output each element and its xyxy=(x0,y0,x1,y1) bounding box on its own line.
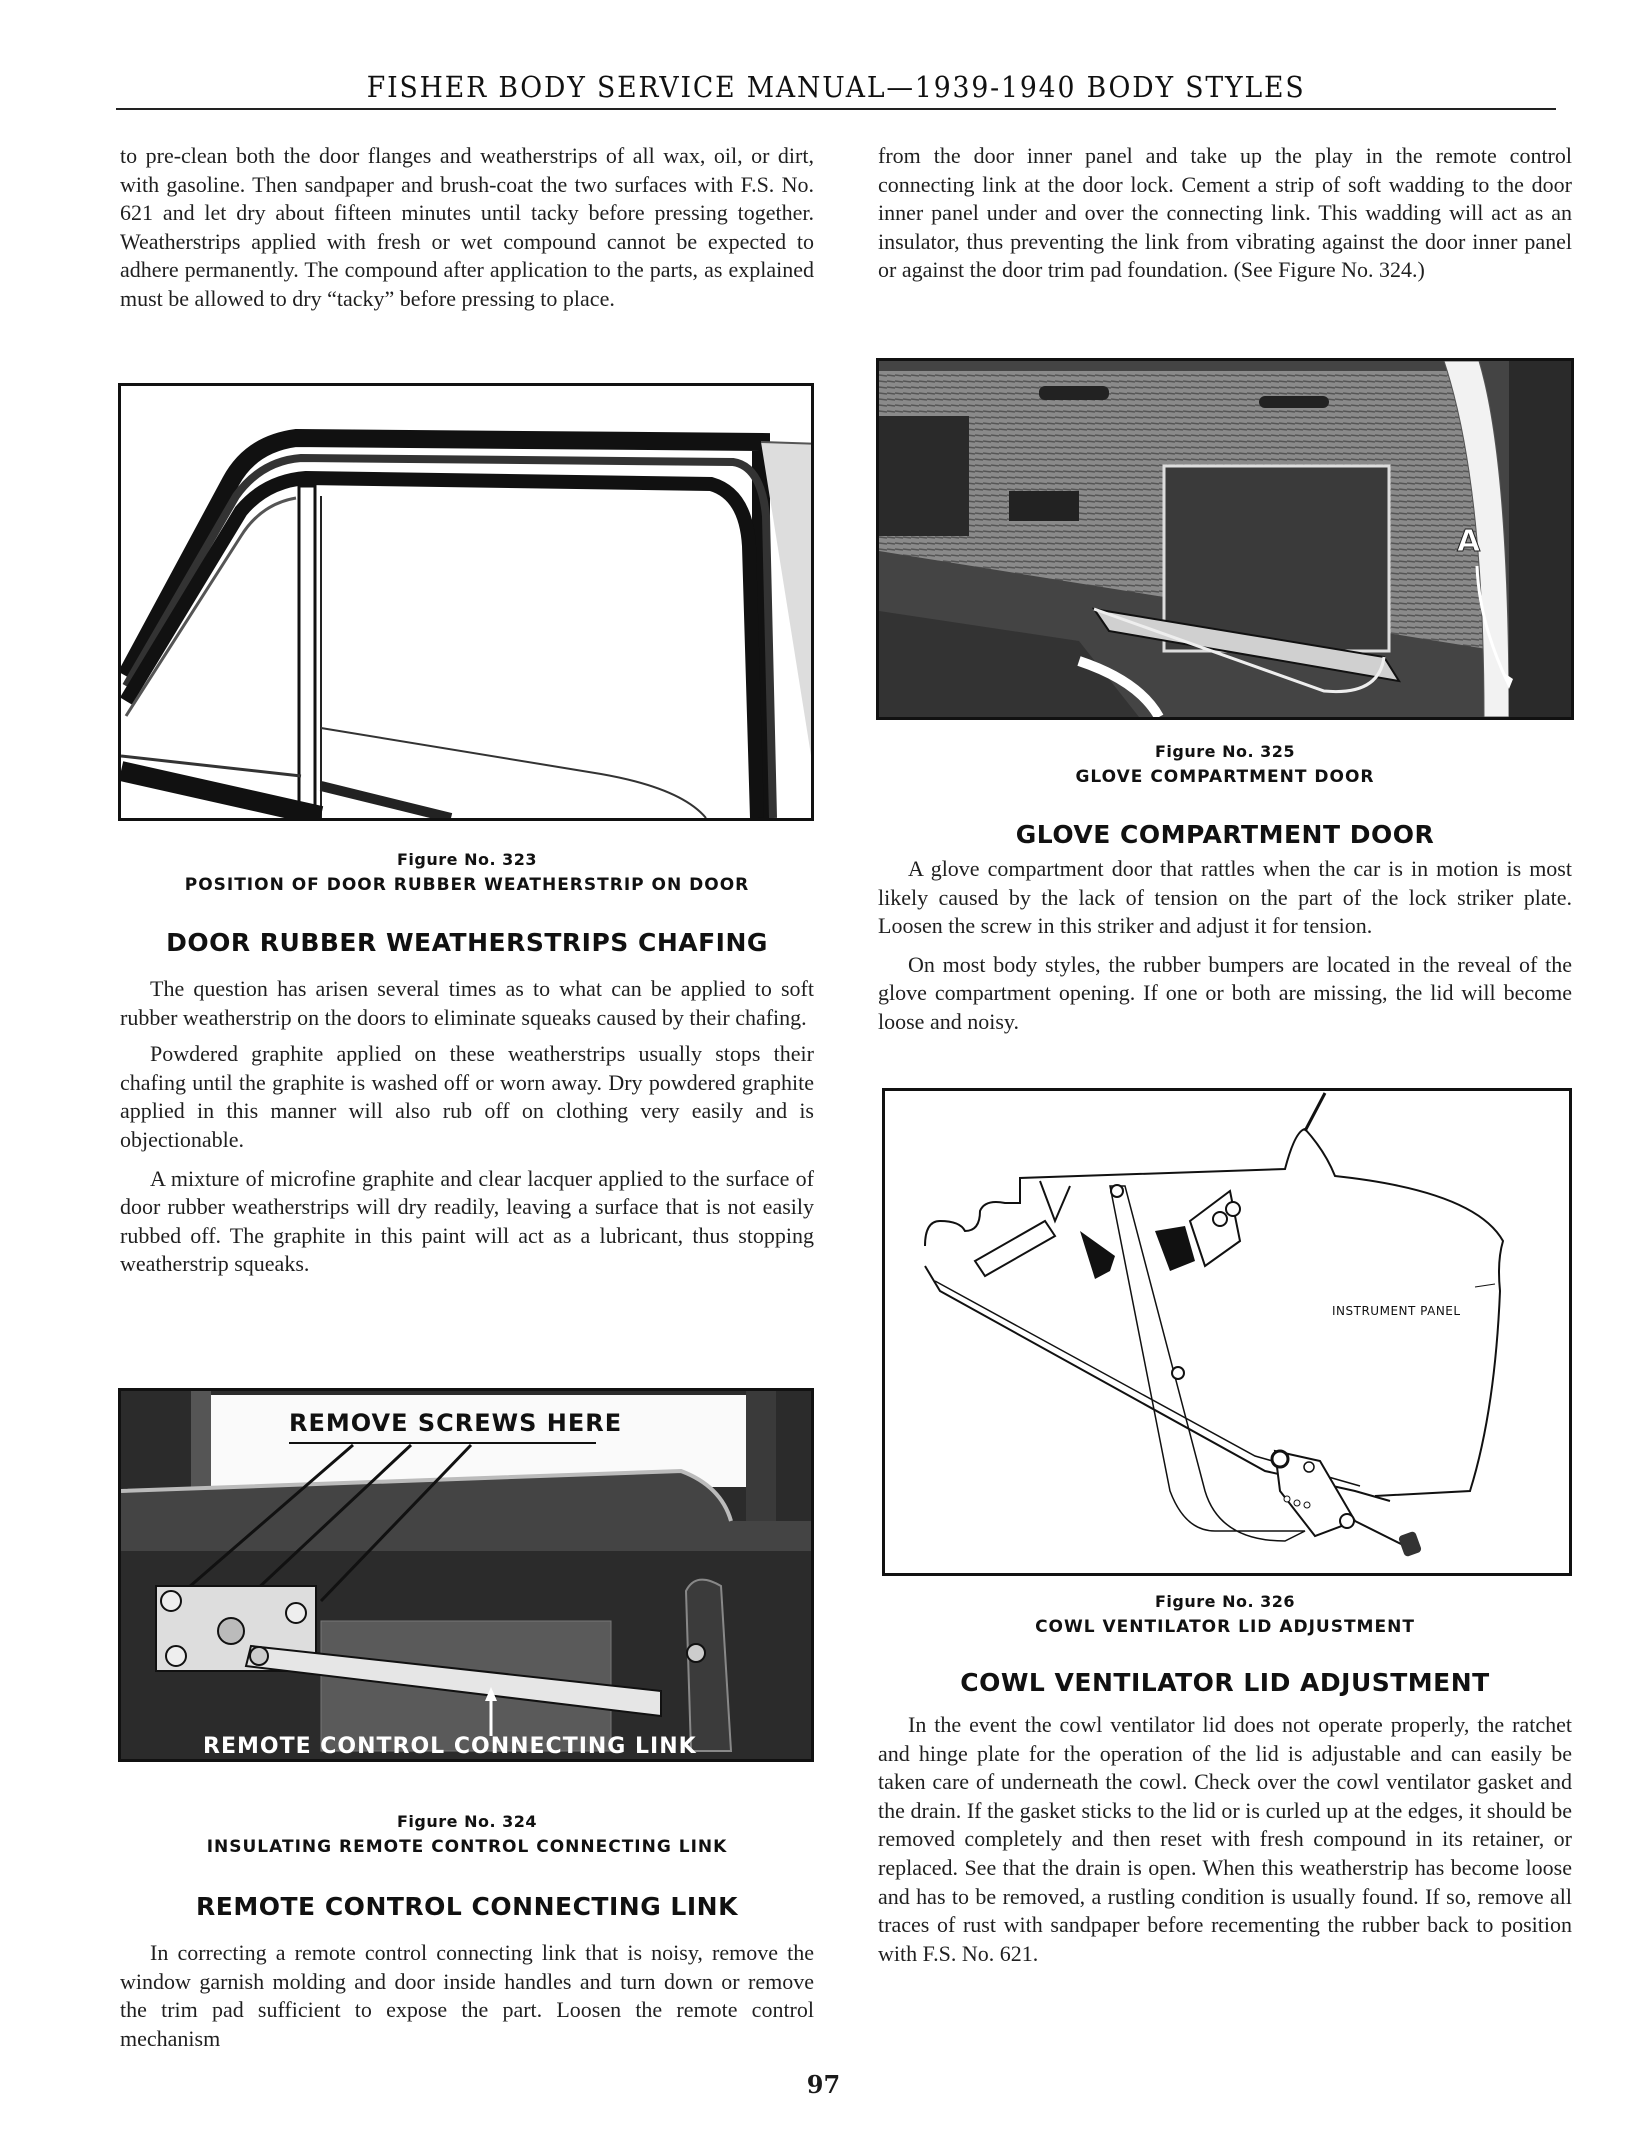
label-a: A xyxy=(1457,524,1481,559)
figure-number: Figure No. 323 xyxy=(397,850,537,869)
left-intro xyxy=(120,142,814,314)
paragraph: Powdered graphite applied on these weatherstrips usually stops their chafing until the graphite is washed off or worn away. Dry powdered graphite applied in this manner will also rub off on clothing very easily and is objectionable. xyxy=(120,1041,814,1152)
figure-326-image xyxy=(882,1088,1572,1576)
figure-number: Figure No. 324 xyxy=(397,1812,537,1831)
section-heading: COWL VENTILATOR LID ADJUSTMENT xyxy=(960,1668,1490,1697)
right-intro-paragraph: from the door inner panel and take up the play in the remote control connecting link at the door lock. Cement a strip of soft wadding to the door inner panel under and over the connecting link. This wadding will act as an insulator, thus preventing the link from vibrating against the door inner panel or against the door trim pad foundation. (See Figure No. 324.) xyxy=(878,143,1572,283)
paragraph: In correcting a remote control connecting link that is noisy, remove the window garnish molding and door inside handles and turn down or remove the trim pad sufficient to expose the part. Loosen the remote control mechanism xyxy=(120,1940,814,2051)
paragraph: A glove compartment door that rattles when the car is in motion is most likely caused by the lack of tension on the part of the lock striker plate. Loosen the screw in this striker and adjust it for tension. xyxy=(878,856,1572,939)
figure-number: Figure No. 326 xyxy=(1155,1592,1295,1611)
label-instrument-panel: INSTRUMENT PANEL xyxy=(1332,1304,1461,1318)
figure-title: COWL VENTILATOR LID ADJUSTMENT xyxy=(1035,1617,1415,1637)
remote-control-link-photo-icon xyxy=(121,1391,811,1759)
figure-326-caption xyxy=(878,1592,1572,1637)
paragraph: In the event the cowl ventilator lid does not operate properly, the ratchet and hinge plate for the operation of the lid is adjustable and can easily be taken care of underneath the cowl. Check over the cowl ventilator gasket and the drain. If the gasket sticks to the lid or is curled up at the edges, it should be removed completely and then reset with fresh compound in its retainer, or replaced. See that the drain is open. When this weatherstrip has become loose and has to be removed, a rustling condition is usually found. If so, remove all traces of rust with sandpaper before recementing the rubber back to position with F.S. No. 621. xyxy=(878,1712,1572,1966)
figure-324-image xyxy=(118,1388,814,1762)
figure-title: POSITION OF DOOR RUBBER WEATHERSTRIP ON DOOR xyxy=(184,875,750,895)
paragraph: The question has arisen several times as to what can be applied to soft rubber weatherstrip on the doors to eliminate squeaks caused by their chafing. xyxy=(120,976,814,1030)
figure-number: Figure No. 325 xyxy=(1155,742,1295,761)
page-number: 97 xyxy=(806,2070,841,2099)
page-header xyxy=(116,68,1556,110)
section-glove-compartment xyxy=(878,820,1572,1037)
section-remote-control xyxy=(120,1892,814,2053)
section-heading: DOOR RUBBER WEATHERSTRIPS CHAFING xyxy=(166,928,768,957)
section-chafing xyxy=(120,928,814,1279)
door-weatherstrip-photo-icon xyxy=(121,386,811,818)
figure-323-image xyxy=(118,383,814,821)
glove-compartment-photo-icon xyxy=(879,361,1571,717)
paragraph: On most body styles, the rubber bumpers are located in the reveal of the glove compartment opening. If one or both are missing, the lid will become loose and noisy. xyxy=(878,951,1572,1034)
figure-title: GLOVE COMPARTMENT DOOR xyxy=(1075,767,1375,787)
figure-325-image xyxy=(876,358,1574,720)
cowl-ventilator-diagram-icon xyxy=(885,1091,1569,1573)
page-title: FISHER BODY SERVICE MANUAL—1939-1940 BODY STYLES xyxy=(366,70,1306,104)
figure-title: INSULATING REMOTE CONTROL CONNECTING LINK xyxy=(206,1837,728,1857)
paragraph: A mixture of microfine graphite and clear lacquer applied to the surface of door rubber weatherstrips will dry readily, leaving a surface that is not easily rubbed off. The graphite in this paint will act as a lubricant, thus stopping weatherstrip squeaks. xyxy=(120,1165,814,1277)
label-remote-control-link: REMOTE CONTROL CONNECTING LINK xyxy=(203,1734,697,1759)
figure-323-caption xyxy=(120,850,814,895)
right-intro xyxy=(878,142,1572,285)
left-intro-paragraph: to pre-clean both the door flanges and weatherstrips of all wax, oil, or dirt, with gasoline. Then sandpaper and brush-coat the two surfaces with F.S. No. 621 and let dry about fifteen minutes until tacky before pressing together. Weatherstrips applied with fresh or wet compound cannot be expected to adhere permanently. The compound after application to the parts, as explained must be allowed to dry “tacky” before pressing to place. xyxy=(120,143,814,311)
figure-325-caption xyxy=(878,742,1572,787)
section-heading: REMOTE CONTROL CONNECTING LINK xyxy=(196,1892,738,1921)
section-heading: GLOVE COMPARTMENT DOOR xyxy=(1015,820,1435,849)
section-cowl-ventilator xyxy=(878,1668,1572,1968)
label-remove-screws: REMOVE SCREWS HERE xyxy=(289,1409,623,1437)
figure-324-caption xyxy=(120,1812,814,1857)
